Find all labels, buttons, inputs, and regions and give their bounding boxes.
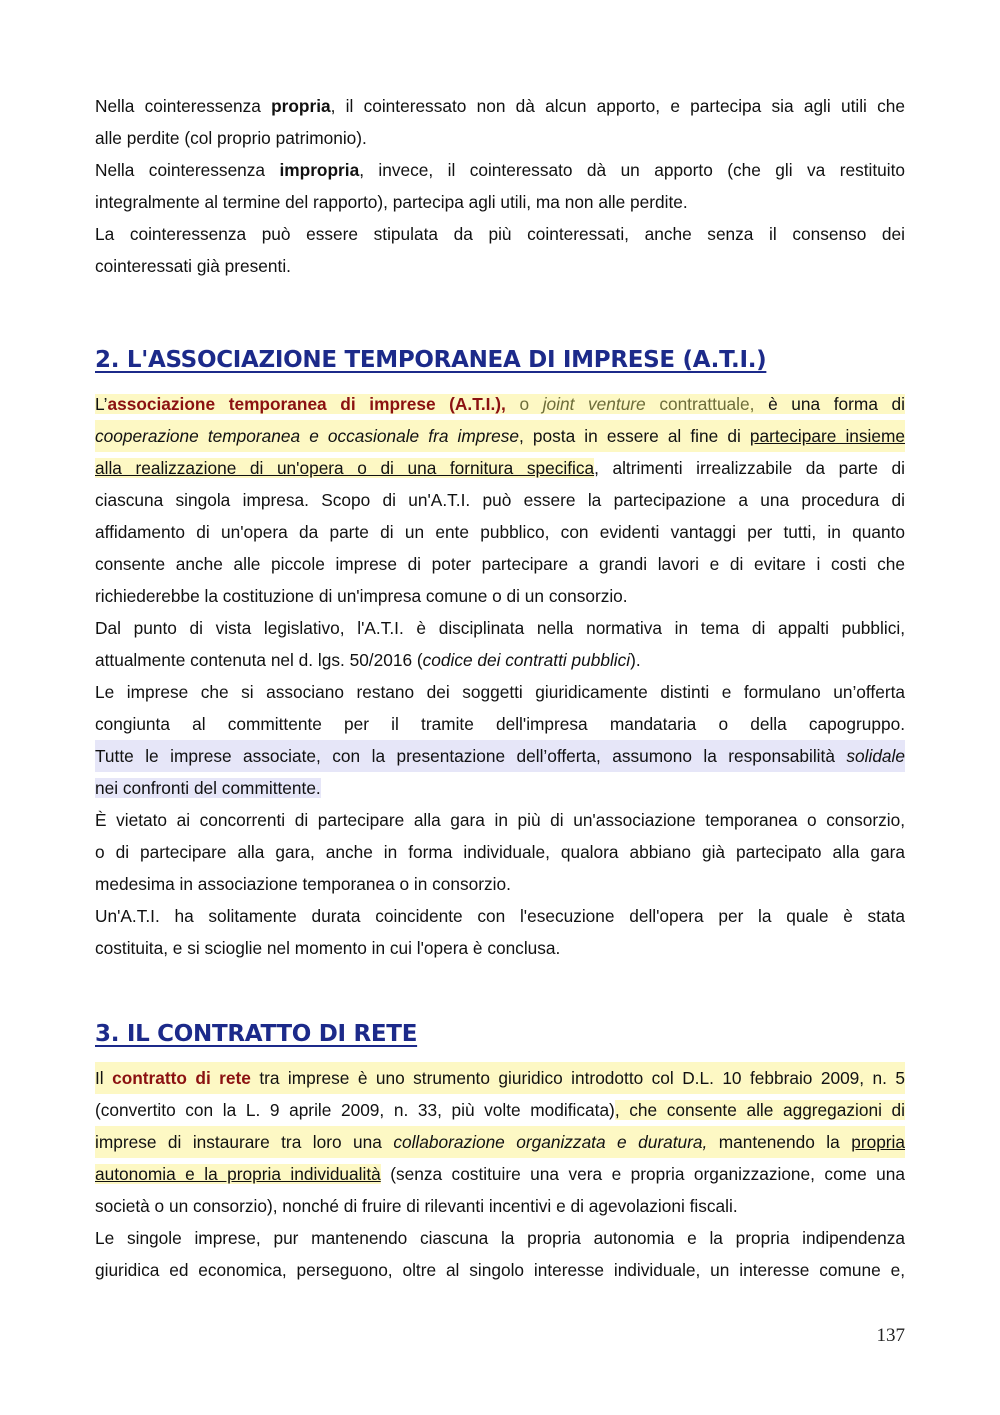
text-line: La cointeressenza può essere stipulata da più cointeressati, anche senza il consenso dei [95,224,905,244]
text-line [95,90,905,122]
text-line [95,154,905,186]
text-line: costituita, e si scioglie nel momento in cui l'opera è conclusa. [95,938,561,958]
italic-term: cooperazione temporanea e occasionale fra imprese [95,426,520,446]
bold-term: impropria [279,160,360,180]
text-line [95,740,905,772]
spacer [95,1050,905,1062]
paragraph-ati-imprese [95,676,905,804]
text-run: attualmente contenuta nel d. lgs. 50/2016 ( [95,650,423,670]
spacer [95,282,905,344]
paragraph-rete-definition [95,1062,905,1222]
section-heading-ati: 2. L'ASSOCIAZIONE TEMPORANEA DI IMPRESE (A.T.I.) [95,347,767,373]
text-line: ciascuna singola impresa. Scopo di un'A.T.I. può essere la partecipazione a una procedura di [95,490,905,510]
text-line: Le imprese che si associano restano dei soggetti giuridicamente distinti e formulano un’offerta [95,682,905,702]
text-line: integralmente al termine del rapporto), partecipa agli utili, ma non alle perdite. [95,192,688,212]
text-line: cointeressati già presenti. [95,256,291,276]
underlined-term: alla realizzazione di un'opera o di una fornitura specifica [95,458,595,478]
text-line: richiederebbe la costituzione di un'impresa comune o di un consorzio. [95,586,628,606]
paragraph-cointeressenza-impropria [95,154,905,218]
text-run: , che consente alle aggregazioni di [614,1100,906,1120]
text-run: Il [95,1068,113,1088]
text-run: Nella cointeressenza [95,96,272,116]
text-line: È vietato ai concorrenti di partecipare alla gara in più di un'associazione temporanea o consorzio, [95,810,905,830]
paragraph-ati-definition [95,388,905,612]
underlined-term: autonomia e la propria individualità [95,1164,381,1184]
text-run: è una forma di [768,394,906,414]
italic-term: solidale [846,746,905,766]
text-run: L’ [95,394,108,414]
section-heading-contratto-di-rete: 3. IL CONTRATTO DI RETE [95,1021,418,1047]
text-line [95,644,905,676]
paragraph-cointeressenza-stipula [95,218,905,282]
text-line [95,388,905,420]
text-line: alle perdite (col proprio patrimonio). [95,128,367,148]
text-line [95,1062,905,1094]
underlined-term: partecipare insieme [749,426,905,446]
italic-term: joint venture [542,394,646,414]
text-line [95,772,905,804]
text-run: Nella cointeressenza [95,160,280,180]
key-term: associazione temporanea di imprese (A.T.I.), [107,394,506,414]
spacer [95,376,905,388]
text-run: nei confronti del committente. [95,778,321,798]
text-run: (convertito con la L. 9 aprile 2009, n. 33, più volte modificata) [95,1100,615,1120]
text-line [95,1094,905,1126]
paragraph-rete-imprese [95,1222,905,1286]
text-line: congiunta al committente per il tramite dell'impresa mandataria o della capogruppo. [95,714,905,734]
key-term: contratto di rete [112,1068,251,1088]
text-run: , invece, il cointeressato dà un apporto (che gli va restituito [359,160,906,180]
italic-term: codice dei contratti pubblici [422,650,631,670]
paragraph-ati-legislation [95,612,905,676]
text-line: società o un consorzio), nonché di fruire di rilevanti incentivi e di agevolazioni fiscali. [95,1196,738,1216]
underlined-term: propria [851,1132,906,1152]
italic-term: collaborazione organizzata e duratura, [393,1132,708,1152]
text-line [95,1126,905,1158]
text-run: , altrimenti irrealizzabile da parte di [594,458,905,478]
text-run: (senza costituire una vera e propria organizzazione, come una [380,1164,905,1184]
paragraph-cointeressenza-propria [95,90,905,154]
text-run: mantenendo la [707,1132,852,1152]
text-line: Un'A.T.I. ha solitamente durata coincidente con l'esecuzione dell'opera per la quale è stata [95,906,905,926]
text-line: consente anche alle piccole imprese di poter partecipare a grandi lavori e di evitare i costi che [95,554,905,574]
page-number: 137 [876,1325,905,1346]
page-content [95,90,905,1286]
text-line: o di partecipare alla gara, anche in forma individuale, qualora abbiano già partecipato alla gara [95,842,905,862]
text-run: imprese di instaurare tra loro una [95,1132,394,1152]
paragraph-ati-durata [95,900,905,964]
text-line: Dal punto di vista legislativo, l'A.T.I. è disciplinata nella normativa in tema di appalti pubblici, [95,618,905,638]
text-line: giuridica ed economica, perseguono, oltre al singolo interesse individuale, un interesse comune e, [95,1260,905,1280]
text-run: , il cointeressato non dà alcun apporto, e partecipa sia agli utili che [330,96,905,116]
spacer [95,964,905,1018]
text-run: Tutte le imprese associate, con la presentazione dell’offerta, assumono la responsabilità [95,746,847,766]
text-line: affidamento di un'opera da parte di un ente pubblico, con evidenti vantaggi per tutti, in quanto [95,522,905,542]
text-run: contrattuale, [645,394,769,414]
text-line: medesima in associazione temporanea o in consorzio. [95,874,511,894]
text-line [95,452,905,484]
text-line [95,1158,905,1190]
text-run: , posta in essere al fine di [519,426,750,446]
bold-term: propria [271,96,331,116]
text-run: ). [630,650,641,670]
paragraph-ati-divieto [95,804,905,900]
text-line: Le singole imprese, pur mantenendo ciascuna la propria autonomia e la propria indipendenza [95,1228,905,1248]
text-run: tra imprese è uno strumento giuridico introdotto col D.L. 10 febbraio 2009, n. 5 [250,1068,905,1088]
text-run: o [505,394,543,414]
text-line [95,420,905,452]
